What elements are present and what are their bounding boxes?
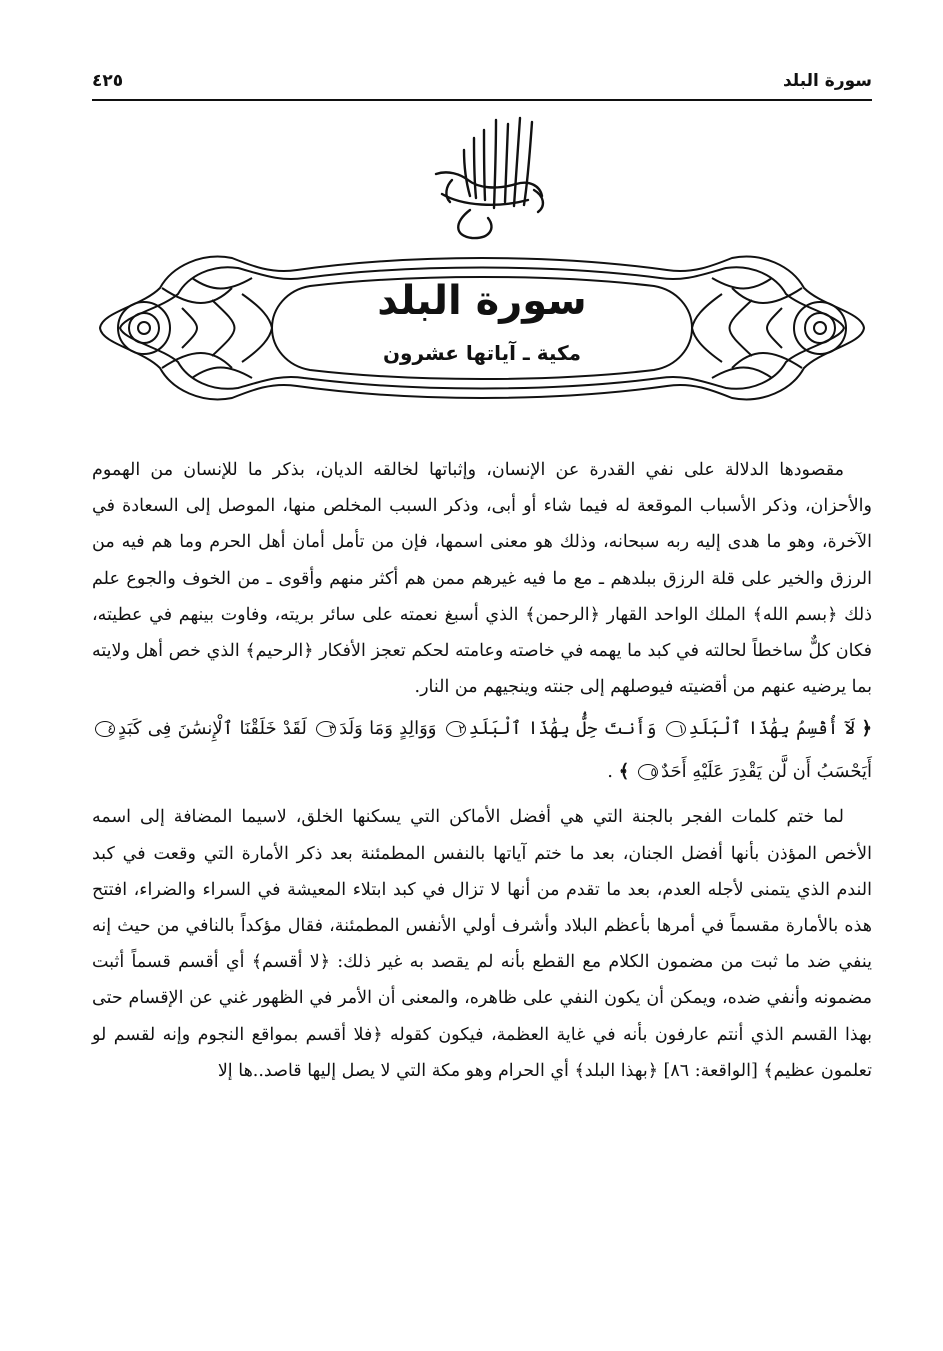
page-number: ٤٢٥: [92, 71, 124, 91]
commentary-paragraph: لما ختم كلمات الفجر بالجنة التي هي أفضل الأماكن التي يسكنها الخلق، لاسيما المضافة إلى اسمه الأخص المؤذن بأنها أفضل الجنان، بعد ما ختم آياتها بالنفس المطمئنة بعد ذكر الأمارة التي وقعت في كبد الندم الذي يتمنى لأجله العدم، بعد ما تقدم من أنها لا تزال في كبد ابتلاء المعيشة في السراء والضراء، افتتح هذه بالأمارة مقسماً في أمرها بأعظم البلاد وأشرف أولي الأنفس المطمئنة، فقال مؤكداً بالنافي من حيث إنه ينفي ضد ما ثبت من مضمون الكلام مع القطع بأنه لم يقصد به غير ذلك: ﴿لا أقسم﴾ أي أقسم قسماً أثبت مضمونه وأنفي ضده، ويمكن أن يكون النفي على ظاهره، والمعنى أن الأمر في الظهور غني عن الإقسام حتى بهذا القسم الذي أنتم عارفون بأنه في غاية العظمة، فيكون كقوله ﴿فلا أقسم بمواقع النجوم وإنه لقسم لو تعلمون عظيم﴾ [الواقعة: ٨٦] ﴿بهذا البلد﴾ أي الحرام وهو مكة التي لا يصل إليها قاصد..ها إلا: [92, 807, 872, 1081]
verse-text: وَأَنتَ حِلُّۢ بِهَٰذَا ٱلْبَلَدِ: [468, 718, 657, 740]
verse-number-marker: ٥: [638, 764, 658, 780]
surah-title: سورة البلد: [377, 278, 587, 324]
verse-number-marker: ٢: [446, 721, 466, 737]
header-rule: [92, 99, 872, 101]
verse-text: أَيَحْسَبُ أَن لَّن يَقْدِرَ عَلَيْهِ أَحَدٌ: [661, 761, 872, 783]
verse-text: لَقَدْ خَلَقْنَا ٱلْإِنسَٰنَ فِى كَبَدٍ: [118, 718, 307, 740]
verse-text: لَآ أُقْسِمُ بِهَٰذَا ٱلْبَلَدِ: [688, 718, 856, 740]
intro-paragraph: مقصودها الدلالة على نفي القدرة عن الإنسان، وإثباتها لخالقه الديان، بذكر ما للإنسان من الهموم والأحزان، وذكر الأسباب الموقعة له فيما شاء أو أبى، وذكر السبب المخلص منها، الموصل إلى السعادة في الآخرة، وهو ما هدى إليه ربه سبحانه، وذلك هو معنى اسمها، فإن من تأمل أمان أهل الحرم وما هم فيه من الرزق والخير على قلة الرزق ببلدهم ـ مع ما فيه غيرهم ممن هم أكثر منهم وأقوى ـ من الخوف والجوع علم ذلك ﴿بسم الله﴾ الملك الواحد القهار ﴿الرحمن﴾ الذي أسبغ نعمته على سائر بريته، وفاوت بينهم في عطيته، فكان كلٌّ ساخطاً لحالته في كبد ما يهمه في خاصته وعامته لحكم تعجز الأفكار ﴿الرحيم﴾ الذي خص أهل ولايته بما يرضيه عنهم من أقضيته فيوصلهم إلى جنته وينجيهم من النار.: [92, 460, 872, 698]
surah-subtitle: مكية ـ آياتها عشرون: [382, 341, 582, 365]
running-header: [92, 66, 872, 96]
verse-close-bracket: ﴾: [618, 761, 630, 783]
quran-verses-block: ﴿ لَآ أُقْسِمُ بِهَٰذَا ٱلْبَلَدِ١ وَأَنتَ حِلُّۢ بِهَٰذَا ٱلْبَلَدِ٢ وَوَالِدٍ وَمَا وَلَدَ٣ لَقَدْ خَلَقْنَا ٱلْإِنسَٰنَ فِى كَبَدٍ٤ أَيَحْسَبُ أَن لَّن يَقْدِرَ عَلَيْهِ أَحَدٌ٥ ﴾ .: [92, 705, 872, 799]
verse-number-marker: ١: [666, 721, 686, 737]
commentary-body: [92, 452, 872, 1089]
verse-text: وَوَالِدٍ وَمَا وَلَدَ: [339, 718, 437, 740]
verse-open-bracket: ﴿: [861, 718, 872, 740]
verse-number-marker: ٣: [316, 721, 336, 737]
surah-title-frame: [92, 248, 872, 408]
basmala-calligraphy: [412, 110, 572, 245]
running-title: سورة البلد: [782, 71, 872, 91]
verse-number-marker: ٤: [95, 721, 115, 737]
